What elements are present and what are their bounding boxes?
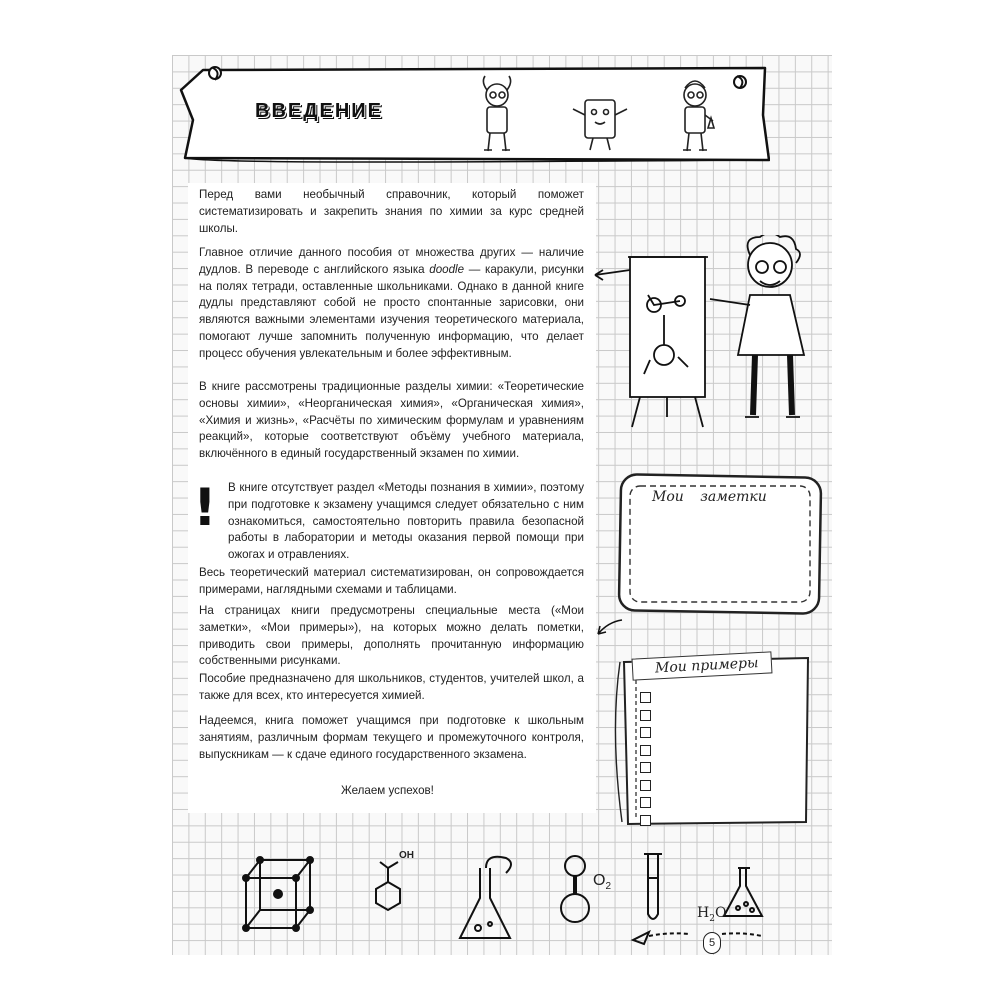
oxygen-label [593, 872, 611, 892]
flask-with-tube-icon [460, 857, 511, 938]
example-checkbox[interactable] [640, 745, 651, 756]
doodle-term: doodle [429, 262, 465, 276]
oxygen-subscript: 2 [605, 881, 612, 893]
benzoic-oh-label: OH [399, 850, 414, 861]
example-checkbox[interactable] [640, 762, 651, 773]
professor-doodle [590, 235, 830, 435]
example-checkbox[interactable] [640, 780, 651, 791]
arrow-notes-icon [594, 618, 624, 638]
paragraph-intro: Перед вами необычный справочник, который поможет систематизировать и закрепить знания по химии за курс средней школы. [199, 188, 584, 235]
test-tube-icon [644, 854, 662, 919]
example-checkbox[interactable] [640, 727, 651, 738]
example-checkbox[interactable] [640, 692, 651, 703]
paragraph-hope: Надеемся, книга поможет учащимся при подготовке к школьным занятиям, различным формам текущего и промежуточного контроля, выпускникам — к сдаче единого государственного экзамена. [199, 714, 584, 761]
pushpin-right-icon [734, 76, 746, 88]
paragraph-sections: В книге рассмотрены традиционные разделы химии: «Теоретические основы химии», «Неорганическая химия», «Органическая химия», «Химия и жизнь», «Расчёты по химическим формулам и уравнениям реакций», которые соответствуют объёму учебного материала, включённого в единый государственный экзамен по химии. [199, 380, 584, 461]
oxygen-molecule-icon [561, 856, 589, 922]
example-checkbox[interactable] [640, 710, 651, 721]
paragraph-places: На страницах книги предусмотрены специальные места («Мои заметки», «Мои примеры»), на которых можно делать пометки, приводить свои примеры, дополнять прочитанную информацию собственными рисунками. [199, 604, 584, 668]
page-title: ВВЕДЕНИЕ [255, 100, 383, 122]
example-checkbox[interactable] [640, 797, 651, 808]
pushpin-left-icon [209, 67, 221, 80]
my-examples-title: Мои примеры [632, 651, 773, 680]
closing-wish: Желаем успехов! [341, 784, 434, 797]
paragraph-doodles-end: — каракули, рисунки на полях тетради, оставленные школьниками. Однако в данной книге дудлы представляют собой не просто спонтанные зарисовки, они являются важными элементами изучения теоретического материала, помогают лучше запомнить полученную информацию, что делает процесс обучения увлекательным и более эффективным. [199, 262, 584, 360]
my-notes-title: Мои заметки [652, 489, 767, 505]
paragraph-material: Весь теоретический материал систематизирован, он сопровождается примерами, наглядными схемами и таблицами. [199, 566, 584, 596]
oxygen-symbol: O [593, 872, 606, 889]
paragraph-doodles-start: Главное отличие данного пособия от множества других — наличие дудлов. В переводе с английского языка [199, 246, 584, 276]
water-formula [697, 905, 726, 924]
example-checkbox[interactable] [640, 815, 651, 826]
benzoic-acid-icon [376, 862, 400, 910]
bottom-doodles [238, 848, 778, 958]
conical-flask-icon [724, 868, 762, 916]
paragraph-methods: В книге отсутствует раздел «Методы познания в химии», поэтому при подготовке к экзамену учащимся следует обязательно с ним ознакомиться, самостоятельно повторить правила безопасной работы в лаборатории и методы оказания первой помощи при ожогах и отравлениях. [228, 481, 584, 562]
water-subscript: 2 [709, 913, 715, 924]
exclamation-icon: ! [193, 478, 217, 538]
crystal-lattice-icon [243, 857, 313, 931]
water-o: O [714, 905, 727, 921]
page-number: 5 [703, 932, 721, 954]
paragraph-audience: Пособие предназначено для школьников, студентов, учителей школ, а также для всех, кто интересуется химией. [199, 672, 584, 702]
paper-plane-icon [633, 932, 762, 944]
water-h: H [697, 905, 710, 921]
paragraph-doodles [199, 245, 584, 363]
